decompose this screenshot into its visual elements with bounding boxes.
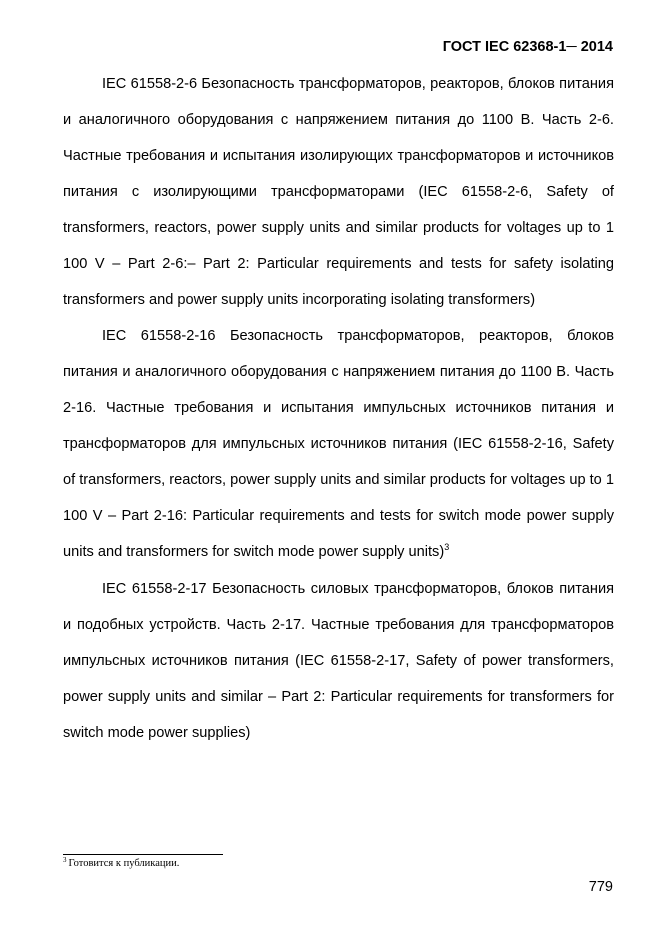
document-header <box>443 38 613 56</box>
footnote-text: Готовится к публикации. <box>68 858 180 869</box>
paragraph-text: IEC 61558-2-16 Безопасность трансформаторов, реакторов, блоков питания и аналогичного оборудования с напряжением питания до 1100 В. Часть 2-16. Частные требования и испытания импульсных источников питания и трансформаторов для импульсных источников питания (IEC 61558-2-16, Safety of transformers, reactors, power supply units and similar products for voltages up to 1 100 V – Part 2-16: Particular requirements and tests for switch mode power supply units and transformers for switch mode power supply units) <box>63 328 614 560</box>
reference-paragraph-iec-61558-2-6 <box>63 66 614 318</box>
standard-designation: ГОСТ IEC 62368-1─ 2014 <box>442 39 613 55</box>
reference-paragraph-iec-61558-2-17 <box>63 571 614 751</box>
footnote <box>63 857 179 871</box>
paragraph-text: IEC 61558-2-6 Безопасность трансформаторов, реакторов, блоков питания и аналогичного оборудования с напряжением питания до 1100 В. Часть 2-6. Частные требования и испытания изолирующих трансформаторов и источников питания с изолирующими трансформаторами (IEC 61558-2-6, Safety of transformers, reactors, power supply units and similar products for voltages up to 1 100 V – Part 2-6:– Part 2: Particular requirements and tests for safety isolating transformers and power supply units incorporating isolating transformers) <box>63 76 614 308</box>
page-number: 779 <box>588 879 613 895</box>
reference-paragraph-iec-61558-2-16 <box>63 318 614 571</box>
footnote-mark: 3 <box>63 856 67 864</box>
paragraph-text: IEC 61558-2-17 Безопасность силовых трансформаторов, блоков питания и подобных устройств. Часть 2-17. Частные требования для трансформаторов импульсных источников питания (IEC 61558-2-17, Safety of power transformers, power supply units and similar – Part 2: Particular requirements for transformers for switch mode power supplies) <box>63 581 614 741</box>
document-body <box>63 66 614 751</box>
footnote-separator <box>63 854 223 855</box>
footnote-reference: 3 <box>444 542 450 552</box>
